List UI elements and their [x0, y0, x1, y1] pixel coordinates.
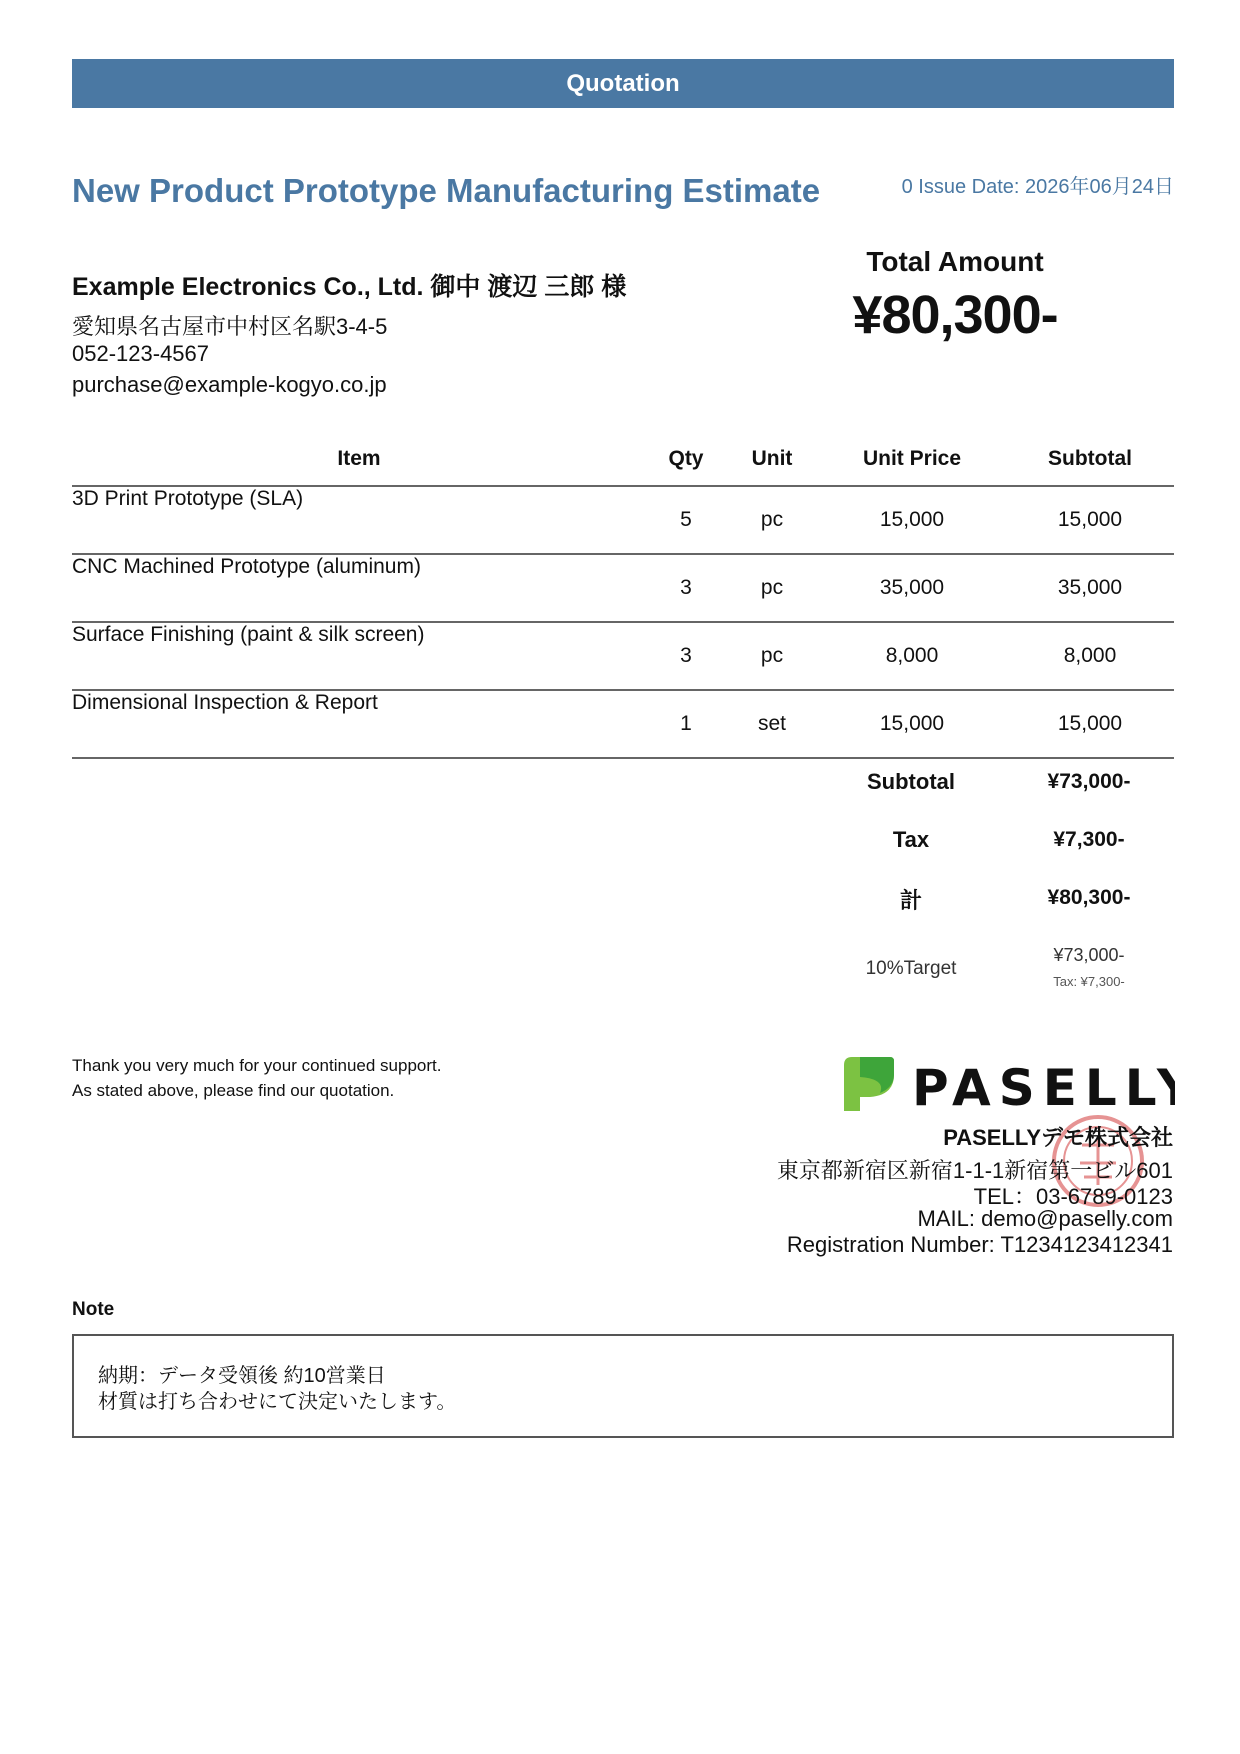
table-row	[72, 622, 1174, 690]
document-banner: Quotation	[72, 59, 1174, 108]
client-phone: 052-123-4567	[72, 341, 210, 366]
row-unit-price: 35,000	[818, 554, 1006, 622]
tax-value: ¥7,300-	[1053, 828, 1125, 851]
thanks-line-1: Thank you very much for your continued support.	[72, 1056, 442, 1075]
row-qty: 3	[646, 622, 726, 690]
total-amount-label: Total Amount	[866, 246, 1044, 277]
client-email: purchase@example-kogyo.co.jp	[72, 372, 387, 397]
issuer-tel: TEL：03-6789-0123	[973, 1184, 1173, 1209]
row-subtotal: 8,000	[1006, 622, 1174, 690]
table-row	[72, 690, 1174, 758]
issuer-address: 東京都新宿区新宿1-1-1新宿第一ビル601	[776, 1158, 1173, 1183]
header-subtotal: Subtotal	[1006, 433, 1174, 486]
header-unit: Unit	[726, 433, 818, 486]
total-amount-value: ¥80,300-	[852, 285, 1058, 345]
client-address: 愛知県名古屋市中村区名駅3-4-5	[72, 314, 388, 339]
row-item: 3D Print Prototype (SLA)	[72, 486, 646, 554]
note-line-1: 納期：データ受領後 約10営業日	[98, 1365, 386, 1387]
issue-date: 0 Issue Date: 2026年06月24日	[901, 176, 1174, 198]
subtotal-label: Subtotal	[867, 769, 955, 794]
row-unit-price: 15,000	[818, 486, 1006, 554]
row-qty: 3	[646, 554, 726, 622]
paselly-leaf-logo-icon	[840, 1053, 1175, 1115]
table-row	[72, 486, 1174, 554]
row-qty: 5	[646, 486, 726, 554]
note-title: Note	[72, 1299, 115, 1320]
row-item: CNC Machined Prototype (aluminum)	[72, 554, 646, 622]
header-item: Item	[72, 433, 646, 486]
thanks-line-2: As stated above, please find our quotation.	[72, 1081, 395, 1100]
tax-target-tax: Tax: ¥7,300-	[1053, 974, 1125, 989]
header-qty: Qty	[646, 433, 726, 486]
subtotal-value: ¥73,000-	[1047, 770, 1131, 793]
items-table	[72, 433, 1174, 759]
table-header-row	[72, 433, 1174, 486]
row-unit: set	[726, 690, 818, 758]
row-unit: pc	[726, 486, 818, 554]
row-unit: pc	[726, 554, 818, 622]
row-qty: 1	[646, 690, 726, 758]
grand-total-label: 計	[899, 888, 922, 913]
company-logo	[840, 1053, 1175, 1115]
logo-wordmark: PASELLY	[912, 1059, 1175, 1115]
row-subtotal: 15,000	[1006, 486, 1174, 554]
grand-total-value: ¥80,300-	[1047, 886, 1131, 909]
row-unit: pc	[726, 622, 818, 690]
row-unit-price: 8,000	[818, 622, 1006, 690]
row-item: Surface Finishing (paint & silk screen)	[72, 622, 646, 690]
row-unit-price: 15,000	[818, 690, 1006, 758]
document-title: New Product Prototype Manufacturing Estimate	[72, 172, 821, 209]
tax-label: Tax	[892, 827, 930, 852]
tax-target-value: ¥73,000-	[1053, 945, 1125, 965]
tax-target-label: 10%Target	[865, 958, 957, 979]
row-subtotal: 15,000	[1006, 690, 1174, 758]
client-name: Example Electronics Co., Ltd. 御中 渡辺 三郎 様	[72, 273, 627, 301]
header-unit-price: Unit Price	[818, 433, 1006, 486]
table-row	[72, 554, 1174, 622]
issuer-mail: MAIL: demo@paselly.com	[917, 1206, 1173, 1231]
issuer-company-name: PASELLYデモ株式会社	[943, 1125, 1173, 1150]
note-line-2: 材質は打ち合わせにて決定いたします。	[98, 1391, 457, 1413]
row-subtotal: 35,000	[1006, 554, 1174, 622]
row-item: Dimensional Inspection & Report	[72, 690, 646, 758]
issuer-registration: Registration Number: T1234123412341	[786, 1232, 1173, 1257]
